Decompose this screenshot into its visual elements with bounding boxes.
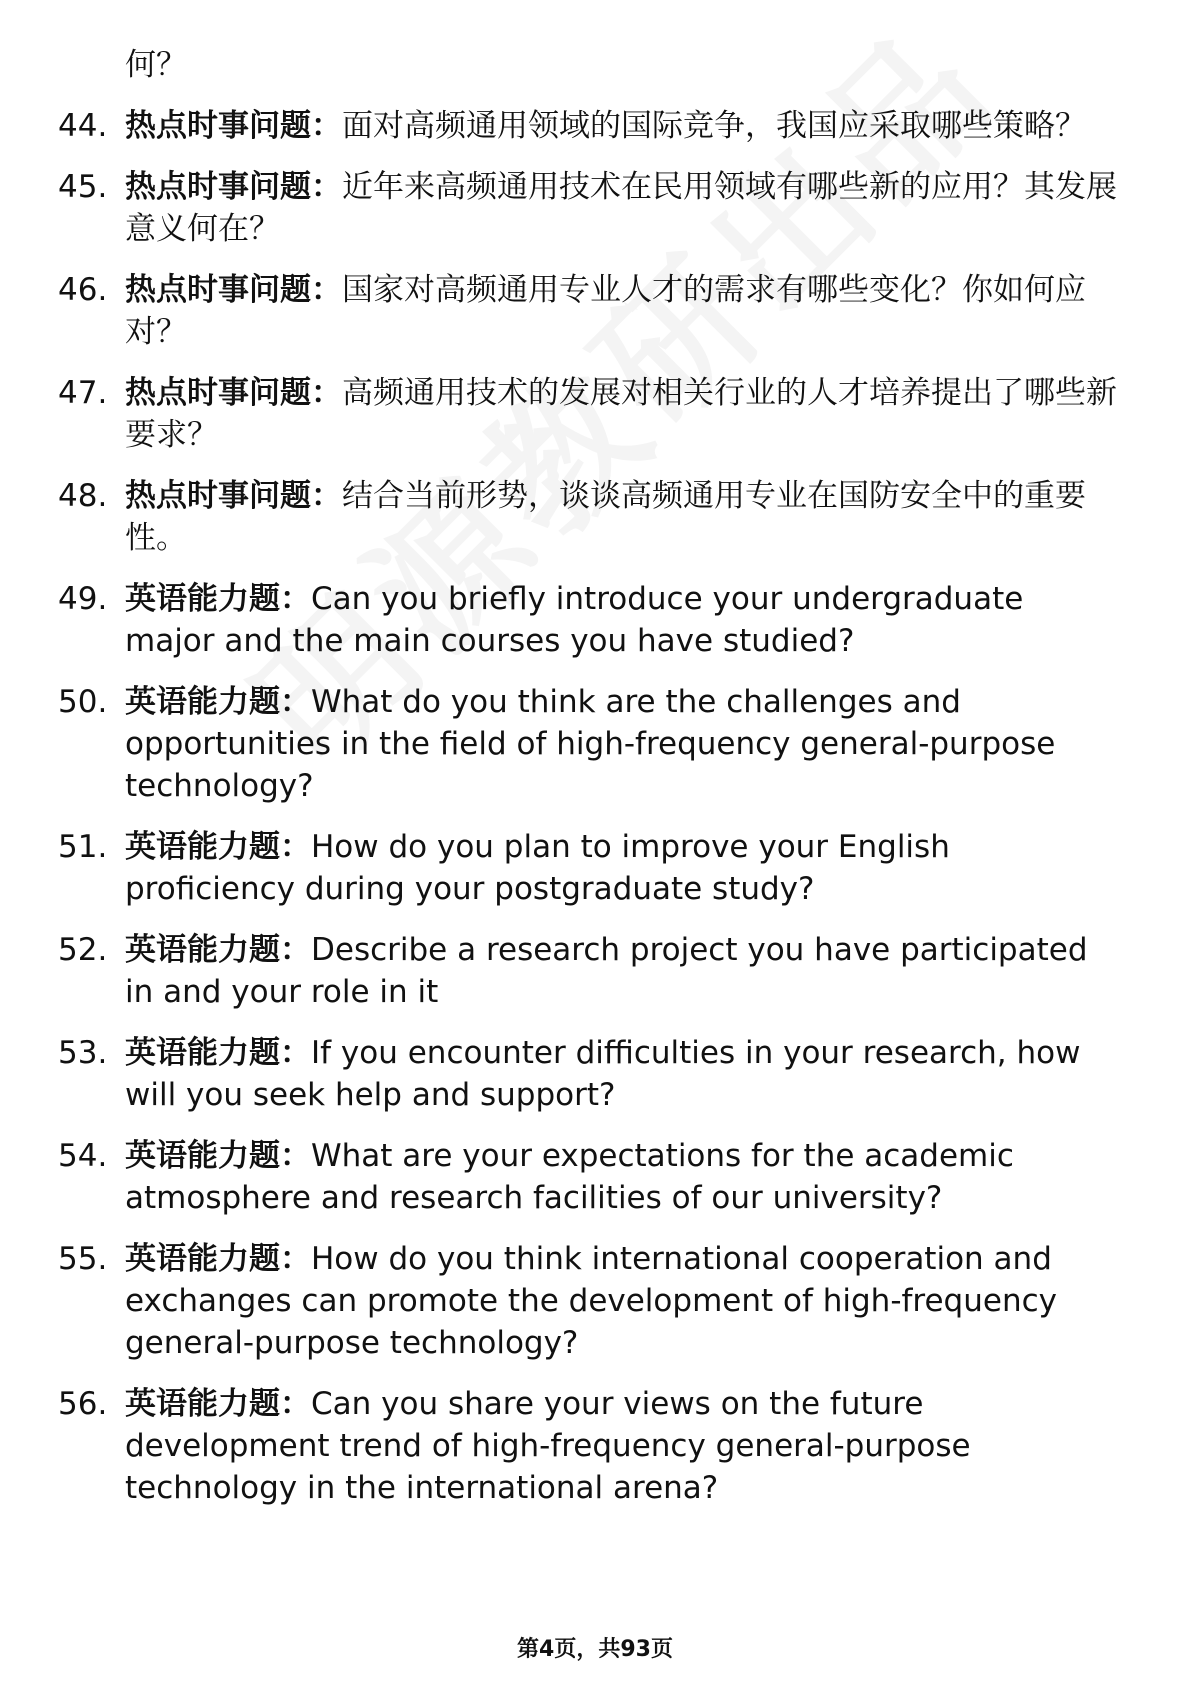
question-number: 56.	[58, 1386, 108, 1422]
question-text: Describe a research project you have participated in and your role in it	[125, 932, 1088, 1010]
question-category: 英语能力题：	[125, 1386, 311, 1422]
question-text: Can you share your views on the future development trend of high-frequency general-purpose technology in the international arena?	[125, 1386, 971, 1506]
question-body	[125, 105, 1118, 147]
question-body	[125, 475, 1118, 559]
question-item	[58, 681, 1118, 807]
question-item	[58, 929, 1118, 1013]
question-category: 英语能力题：	[125, 1241, 311, 1277]
question-number: 47.	[58, 375, 108, 411]
question-text: How do you think international cooperation and exchanges can promote the development of high-frequency general-purpose technology?	[125, 1241, 1057, 1361]
question-category: 英语能力题：	[125, 932, 311, 968]
question-item	[58, 1032, 1118, 1116]
question-number: 48.	[58, 478, 108, 514]
question-number: 45.	[58, 169, 108, 205]
question-number: 53.	[58, 1035, 108, 1071]
question-item	[58, 166, 1118, 250]
question-item	[58, 826, 1118, 910]
question-body	[125, 681, 1118, 807]
question-body	[125, 826, 1118, 910]
question-body	[125, 166, 1118, 250]
question-text: Can you briefly introduce your undergraduate major and the main courses you have studied?	[125, 581, 1024, 659]
page-footer: 第4页，共93页	[517, 1637, 673, 1662]
question-text: 高频通用技术的发展对相关行业的人才培养提出了哪些新要求？	[125, 375, 1117, 453]
question-number: 51.	[58, 829, 108, 865]
question-body	[125, 929, 1118, 1013]
question-body	[125, 372, 1118, 456]
question-number: 54.	[58, 1138, 108, 1174]
question-body	[125, 1383, 1118, 1509]
question-item	[58, 1135, 1118, 1219]
question-body	[125, 269, 1118, 353]
question-category: 热点时事问题：	[125, 375, 342, 411]
question-text: 结合当前形势，谈谈高频通用专业在国防安全中的重要性。	[125, 478, 1086, 556]
question-body	[125, 1135, 1118, 1219]
question-number: 50.	[58, 684, 108, 720]
question-number: 52.	[58, 932, 108, 968]
question-text: 面对高频通用领域的国际竞争，我国应采取哪些策略？	[342, 108, 1086, 144]
question-text: 国家对高频通用专业人才的需求有哪些变化？你如何应对？	[125, 272, 1086, 350]
continuation-text: 何？	[125, 47, 187, 83]
question-item	[58, 1383, 1118, 1509]
question-body	[125, 1238, 1118, 1364]
question-item	[58, 1238, 1118, 1364]
question-item	[58, 578, 1118, 662]
question-category: 热点时事问题：	[125, 169, 342, 205]
question-item	[58, 372, 1118, 456]
question-item	[58, 269, 1118, 353]
question-category: 英语能力题：	[125, 829, 311, 865]
question-number: 44.	[58, 108, 108, 144]
question-category: 热点时事问题：	[125, 478, 342, 514]
question-body	[125, 1032, 1118, 1116]
question-text: 近年来高频通用技术在民用领域有哪些新的应用？其发展意义何在？	[125, 169, 1117, 247]
question-body	[125, 578, 1118, 662]
question-text: What do you think are the challenges and opportunities in the field of high-frequency general-purpose technology?	[125, 684, 1056, 804]
question-number: 46.	[58, 272, 108, 308]
question-category: 英语能力题：	[125, 684, 311, 720]
question-category: 英语能力题：	[125, 1138, 311, 1174]
question-list	[58, 44, 1118, 1528]
question-item	[58, 475, 1118, 559]
question-category: 热点时事问题：	[125, 272, 342, 308]
question-category: 英语能力题：	[125, 581, 311, 617]
question-category: 热点时事问题：	[125, 108, 342, 144]
question-number: 55.	[58, 1241, 108, 1277]
question-number: 49.	[58, 581, 108, 617]
question-text: How do you plan to improve your English proficiency during your postgraduate study?	[125, 829, 950, 907]
question-item	[58, 105, 1118, 147]
question-text: What are your expectations for the academic atmosphere and research facilities of our university?	[125, 1138, 1014, 1216]
question-text: If you encounter difficulties in your research, how will you seek help and support?	[125, 1035, 1081, 1113]
question-category: 英语能力题：	[125, 1035, 311, 1071]
